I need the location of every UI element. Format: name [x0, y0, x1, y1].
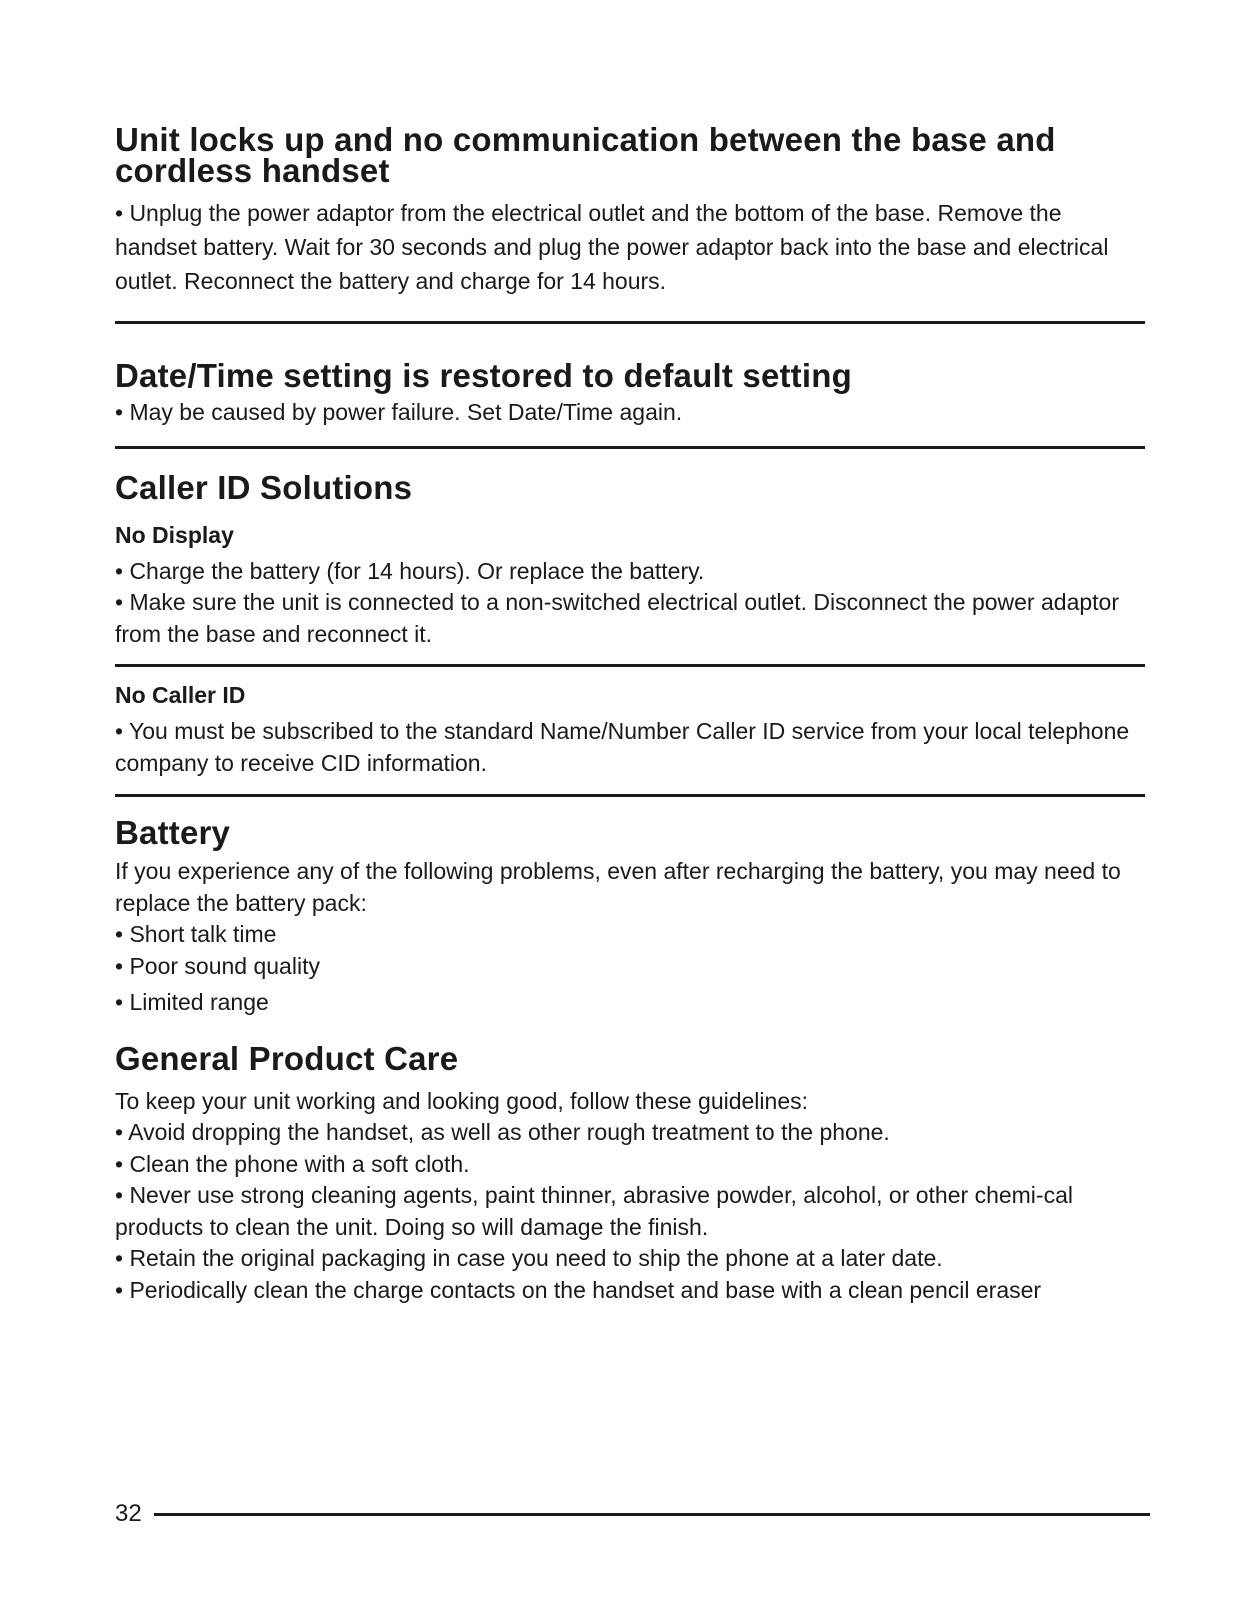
section-title-battery: Battery [115, 814, 231, 851]
page-number: 32 [115, 1500, 142, 1527]
unit-lock-text: • Unplug the power adaptor from the electrical outlet and the bottom of the base. Remove the handset battery. Wait for 30 seconds and plug the power adaptor back into the base and electrical outlet. Reconnect the battery and charge for 14 hours. [115, 200, 1109, 294]
battery-intro: If you experience any of the following problems, even after recharging the battery, you may need to replace the battery pack: [115, 858, 1121, 916]
no-display-text: • Charge the battery (for 14 hours). Or replace the battery. [115, 557, 705, 584]
divider [115, 321, 1145, 324]
care-intro: To keep your unit working and looking good, follow these guidelines: [115, 1087, 808, 1114]
footer-divider [154, 1513, 1150, 1516]
section-caller-id [115, 468, 1145, 651]
section-unit-lock [115, 121, 1145, 298]
section-title-unit-lock: Unit locks up and no communication between the base and cordless handset [115, 121, 1056, 189]
section-datetime [115, 359, 1145, 429]
divider [115, 794, 1145, 797]
section-title-care: General Product Care [115, 1039, 459, 1077]
list-item: • Avoid dropping the handset, as well as other rough treatment to the phone. [115, 1119, 890, 1145]
list-item: • Short talk time [115, 921, 277, 947]
divider [115, 446, 1145, 449]
list-item: • Limited range [115, 989, 269, 1015]
list-item: • Never use strong cleaning agents, paint thinner, abrasive powder, alcohol, or other chemi-cal products to clean the unit. Doing so will damage the finish. [115, 1182, 1073, 1240]
divider [115, 664, 1145, 667]
section-title-datetime: Date/Time setting is restored to default setting [115, 357, 852, 394]
no-caller-id-text: • You must be subscribed to the standard Name/Number Caller ID service from your local telephone company to receive CID information. [115, 718, 1130, 776]
section-no-caller-id [115, 681, 1145, 779]
section-care [115, 1039, 1145, 1307]
list-item: • Periodically clean the charge contacts on the handset and base with a clean pencil eraser [115, 1276, 1042, 1303]
page-footer [115, 1500, 1150, 1528]
section-battery [115, 816, 1145, 1019]
list-item: • Clean the phone with a soft cloth. [115, 1150, 470, 1177]
subheading-no-caller-id: No Caller ID [115, 682, 246, 708]
subheading-no-display: No Display [115, 521, 234, 548]
manual-page [115, 121, 1145, 1306]
list-item: • Poor sound quality [115, 952, 320, 979]
list-item: • Retain the original packaging in case you need to ship the phone at a later date. [115, 1245, 943, 1271]
no-display-text: • Make sure the unit is connected to a non-switched electrical outlet. Disconnect the power adaptor from the base and reconnect it. [115, 589, 1119, 647]
datetime-text: • May be caused by power failure. Set Date/Time again. [115, 399, 683, 425]
section-title-caller-id: Caller ID Solutions [115, 468, 413, 506]
